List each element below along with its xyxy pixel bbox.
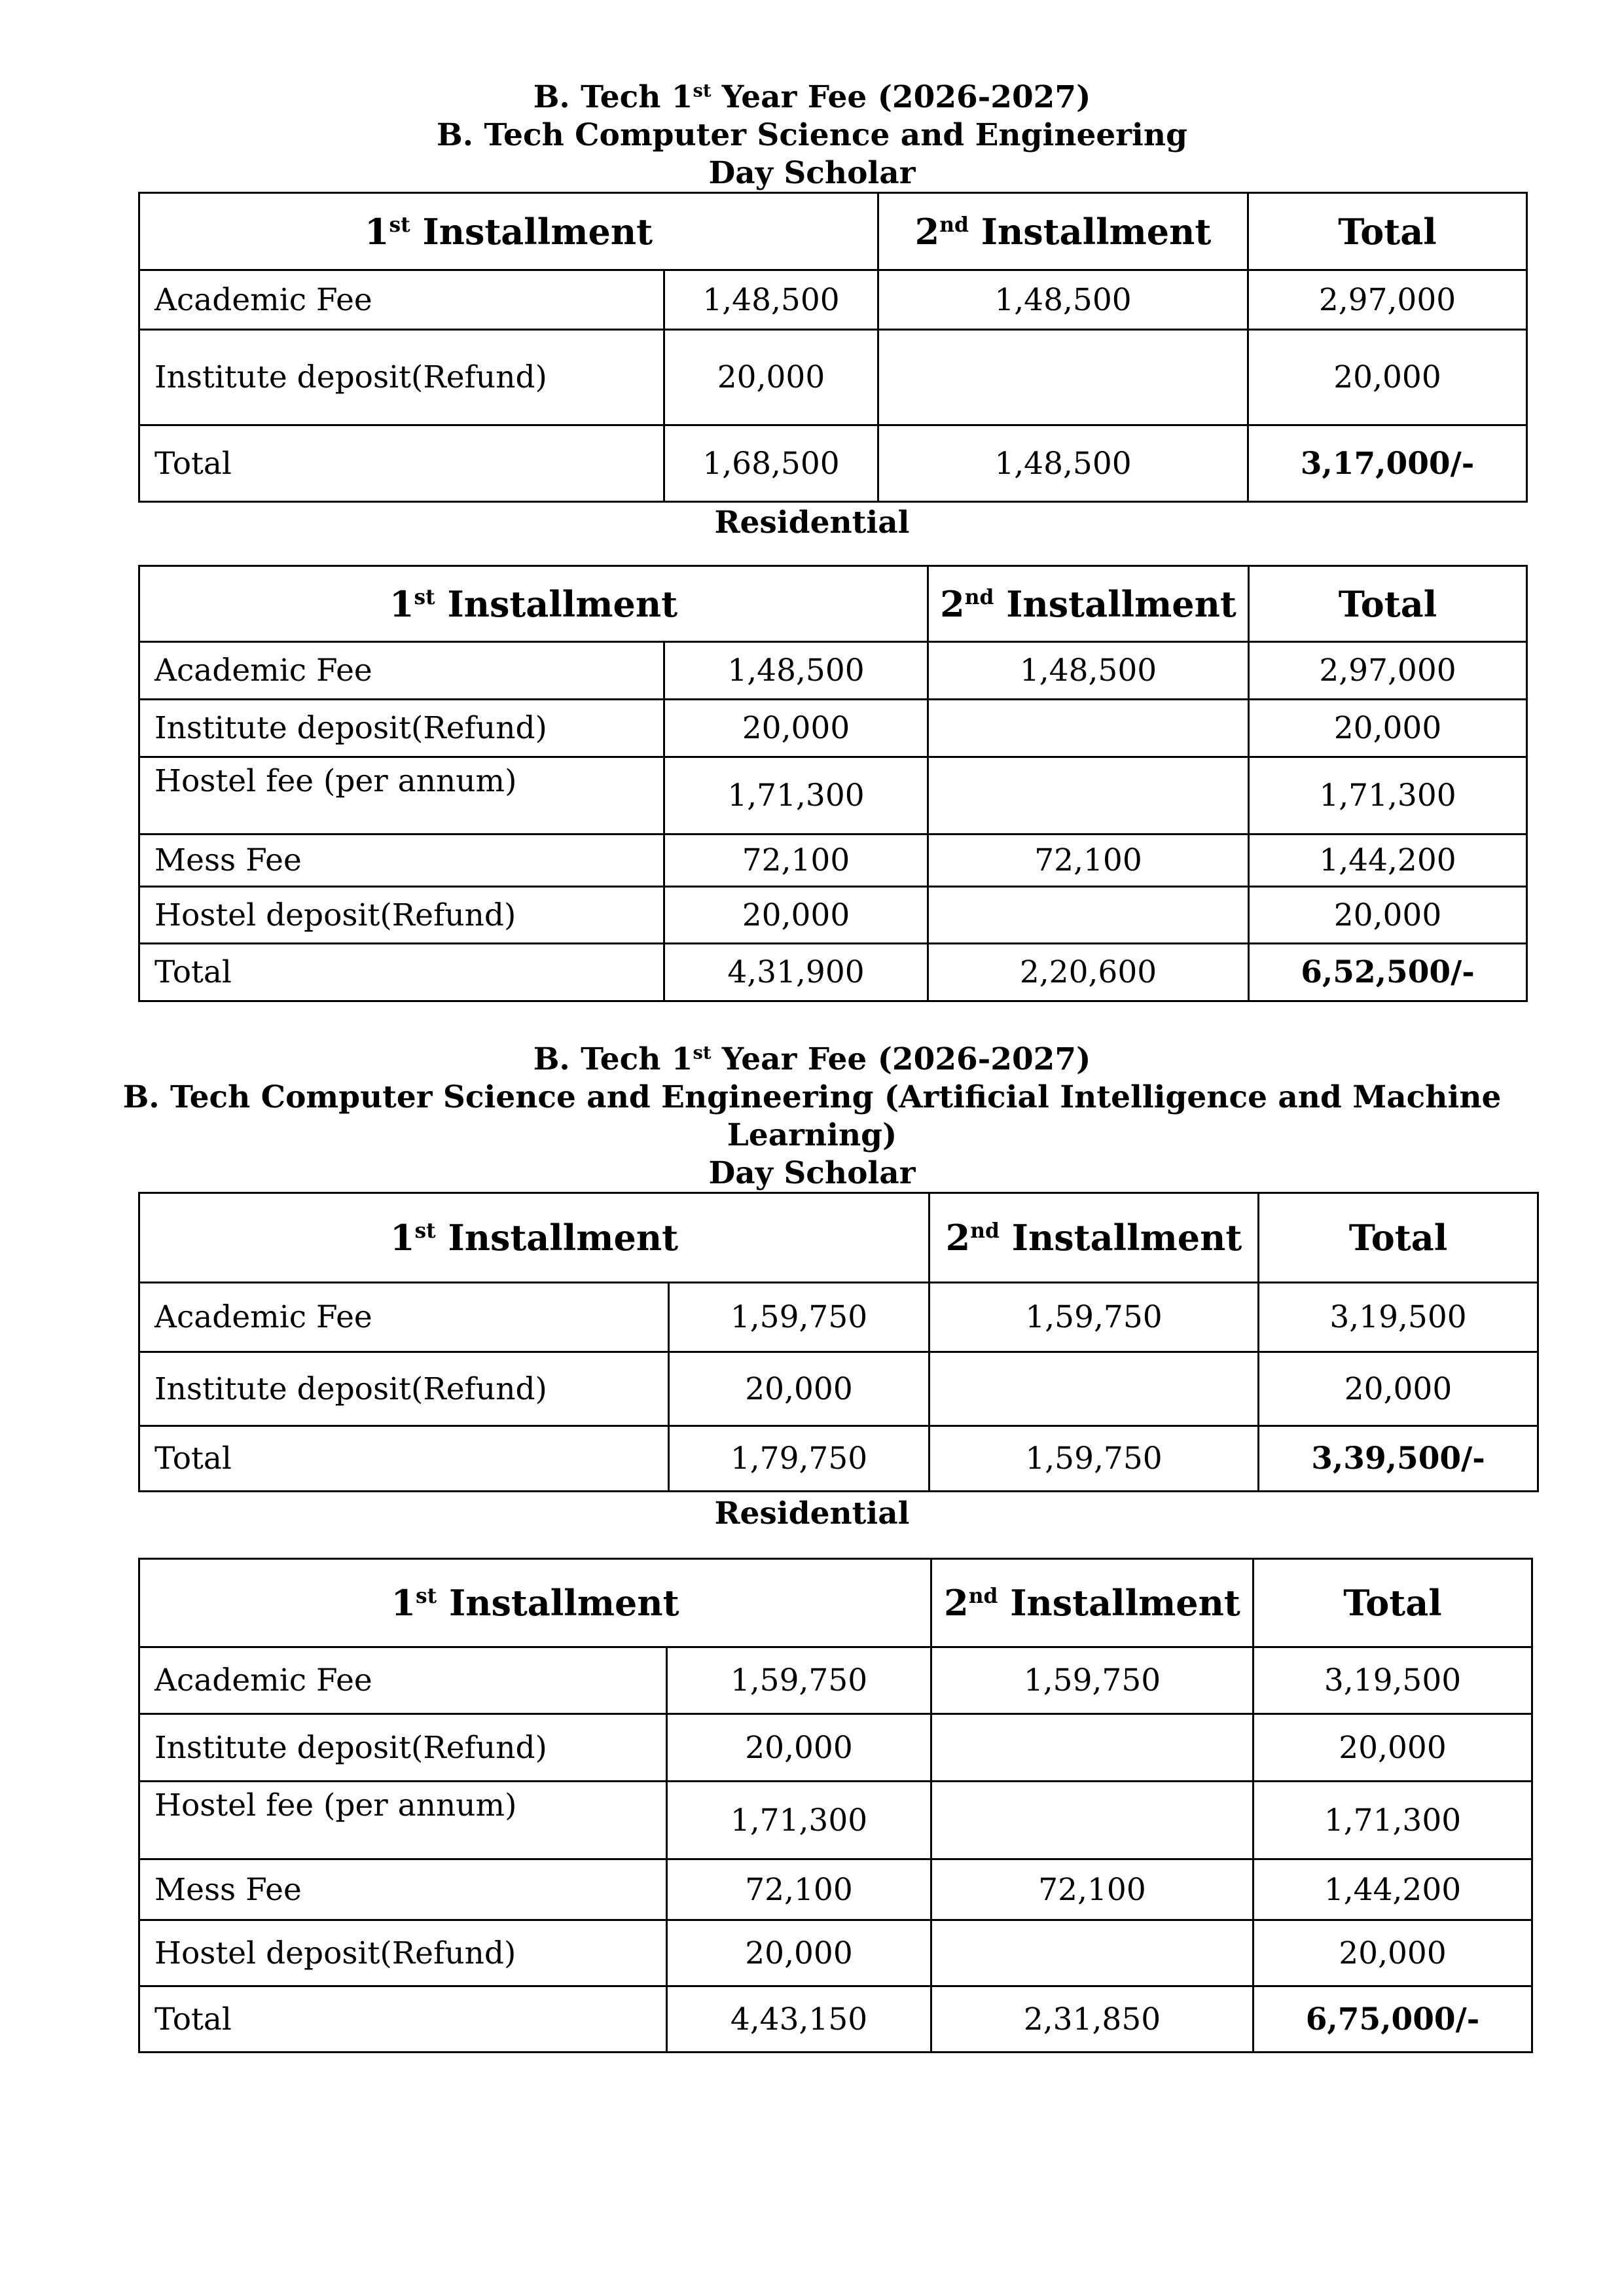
- first-installment-value: 1,59,750: [669, 1283, 929, 1352]
- total-value: 1,44,200: [1254, 1859, 1532, 1920]
- section-1-residential-caption: Residential: [714, 505, 910, 541]
- row-label: Academic Fee: [139, 270, 664, 330]
- second-installment-value: [931, 1920, 1254, 1986]
- section-2-day-scholar-caption: Day Scholar: [708, 1155, 916, 1191]
- column-header-first-installment: 1st Installment: [139, 193, 878, 270]
- section-2-residential-caption: Residential: [714, 1496, 910, 1532]
- table-header-row: [139, 1559, 1532, 1647]
- section-1-residential-table: [138, 565, 1528, 1002]
- section-2-title: B. Tech 1st Year Fee (2026-2027): [533, 1041, 1091, 1077]
- row-label: Institute deposit(Refund): [139, 1714, 667, 1782]
- first-installment-value: 72,100: [667, 1859, 931, 1920]
- total-value: 1,71,300: [1254, 1782, 1532, 1859]
- second-installment-value: 1,48,500: [928, 642, 1249, 700]
- total-value: 20,000: [1249, 700, 1527, 757]
- total-value: 20,000: [1254, 1920, 1532, 1986]
- first-installment-value: 20,000: [667, 1920, 931, 1986]
- total-value: 20,000: [1249, 887, 1527, 944]
- first-installment-value: 20,000: [669, 1352, 929, 1426]
- row-label: Mess Fee: [139, 1859, 667, 1920]
- second-installment-value: 1,59,750: [929, 1426, 1259, 1492]
- column-header-total: Total: [1259, 1193, 1538, 1283]
- table-header-row: [139, 193, 1527, 270]
- grand-total-value: 6,52,500/-: [1249, 944, 1527, 1001]
- second-installment-value: [931, 1782, 1254, 1859]
- row-label: Total: [139, 1426, 669, 1492]
- column-header-first-installment: 1st Installment: [139, 566, 928, 642]
- row-label: Academic Fee: [139, 1283, 669, 1352]
- second-installment-value: [928, 757, 1249, 834]
- table-row-total: [139, 1986, 1532, 2053]
- total-value: 20,000: [1248, 330, 1527, 425]
- column-header-total: Total: [1249, 566, 1527, 642]
- row-label: Hostel fee (per annum): [139, 757, 664, 834]
- table-row-total: [139, 425, 1527, 502]
- grand-total-value: 6,75,000/-: [1254, 1986, 1532, 2053]
- column-header-second-installment: 2nd Installment: [928, 566, 1249, 642]
- first-installment-value: 72,100: [664, 834, 928, 887]
- section-2-program-line-1: B. Tech Computer Science and Engineering (Artificial Intelligence and Machine: [122, 1079, 1502, 1115]
- second-installment-value: 72,100: [931, 1859, 1254, 1920]
- column-header-total: Total: [1248, 193, 1527, 270]
- row-label: Institute deposit(Refund): [139, 700, 664, 757]
- row-label: Total: [139, 425, 664, 502]
- column-header-first-installment: 1st Installment: [139, 1193, 929, 1283]
- table-row: [139, 330, 1527, 425]
- table-row-total: [139, 1426, 1538, 1492]
- first-installment-value: 1,71,300: [667, 1782, 931, 1859]
- second-installment-value: 1,59,750: [929, 1283, 1259, 1352]
- first-installment-value: 4,31,900: [664, 944, 928, 1001]
- total-value: 3,19,500: [1259, 1283, 1538, 1352]
- second-installment-value: 72,100: [928, 834, 1249, 887]
- second-installment-value: 2,20,600: [928, 944, 1249, 1001]
- total-value: 1,44,200: [1249, 834, 1527, 887]
- second-installment-value: [929, 1352, 1259, 1426]
- row-label: Institute deposit(Refund): [139, 330, 664, 425]
- table-row: [139, 642, 1527, 700]
- row-label: Institute deposit(Refund): [139, 1352, 669, 1426]
- total-value: 2,97,000: [1249, 642, 1527, 700]
- first-installment-value: 20,000: [667, 1714, 931, 1782]
- column-header-second-installment: 2nd Installment: [878, 193, 1248, 270]
- column-header-first-installment: 1st Installment: [139, 1559, 931, 1647]
- row-label: Hostel deposit(Refund): [139, 887, 664, 944]
- column-header-total: Total: [1254, 1559, 1532, 1647]
- row-label: Academic Fee: [139, 1647, 667, 1714]
- column-header-second-installment: 2nd Installment: [929, 1193, 1259, 1283]
- table-row: [139, 1920, 1532, 1986]
- second-installment-value: 2,31,850: [931, 1986, 1254, 2053]
- column-header-second-installment: 2nd Installment: [931, 1559, 1254, 1647]
- total-value: 2,97,000: [1248, 270, 1527, 330]
- total-value: 3,19,500: [1254, 1647, 1532, 1714]
- section-1-day-scholar-caption: Day Scholar: [708, 155, 916, 191]
- first-installment-value: 20,000: [664, 330, 878, 425]
- table-row: [139, 757, 1527, 834]
- table-row: [139, 834, 1527, 887]
- first-installment-value: 20,000: [664, 887, 928, 944]
- section-2-day-scholar-table: [138, 1192, 1539, 1492]
- table-row: [139, 1782, 1532, 1859]
- total-value: 20,000: [1259, 1352, 1538, 1426]
- section-2-residential-table: [138, 1558, 1533, 2053]
- section-2-program-line-2: Learning): [727, 1117, 897, 1153]
- table-row: [139, 700, 1527, 757]
- total-value: 1,71,300: [1249, 757, 1527, 834]
- row-label: Total: [139, 1986, 667, 2053]
- table-row: [139, 887, 1527, 944]
- section-1-day-scholar-table: [138, 192, 1528, 503]
- first-installment-value: 1,79,750: [669, 1426, 929, 1492]
- section-1-program: B. Tech Computer Science and Engineering: [437, 117, 1187, 153]
- row-label: Total: [139, 944, 664, 1001]
- first-installment-value: 20,000: [664, 700, 928, 757]
- second-installment-value: [931, 1714, 1254, 1782]
- first-installment-value: 1,59,750: [667, 1647, 931, 1714]
- section-1-title: B. Tech 1st Year Fee (2026-2027): [533, 79, 1091, 115]
- section-1-heading: [0, 79, 1624, 192]
- second-installment-value: 1,59,750: [931, 1647, 1254, 1714]
- table-row: [139, 1647, 1532, 1714]
- first-installment-value: 1,68,500: [664, 425, 878, 502]
- table-row: [139, 1859, 1532, 1920]
- table-row: [139, 1352, 1538, 1426]
- grand-total-value: 3,39,500/-: [1259, 1426, 1538, 1492]
- first-installment-value: 4,43,150: [667, 1986, 931, 2053]
- second-installment-value: 1,48,500: [878, 425, 1248, 502]
- second-installment-value: [928, 887, 1249, 944]
- table-row: [139, 270, 1527, 330]
- grand-total-value: 3,17,000/-: [1248, 425, 1527, 502]
- total-value: 20,000: [1254, 1714, 1532, 1782]
- second-installment-value: [928, 700, 1249, 757]
- row-label: Academic Fee: [139, 642, 664, 700]
- table-row: [139, 1283, 1538, 1352]
- row-label: Hostel deposit(Refund): [139, 1920, 667, 1986]
- section-2-heading: [0, 1041, 1624, 1193]
- first-installment-value: 1,48,500: [664, 270, 878, 330]
- table-row: [139, 1714, 1532, 1782]
- table-header-row: [139, 1193, 1538, 1283]
- first-installment-value: 1,71,300: [664, 757, 928, 834]
- first-installment-value: 1,48,500: [664, 642, 928, 700]
- table-header-row: [139, 566, 1527, 642]
- second-installment-value: [878, 330, 1248, 425]
- second-installment-value: 1,48,500: [878, 270, 1248, 330]
- table-row-total: [139, 944, 1527, 1001]
- row-label: Mess Fee: [139, 834, 664, 887]
- row-label: Hostel fee (per annum): [139, 1782, 667, 1859]
